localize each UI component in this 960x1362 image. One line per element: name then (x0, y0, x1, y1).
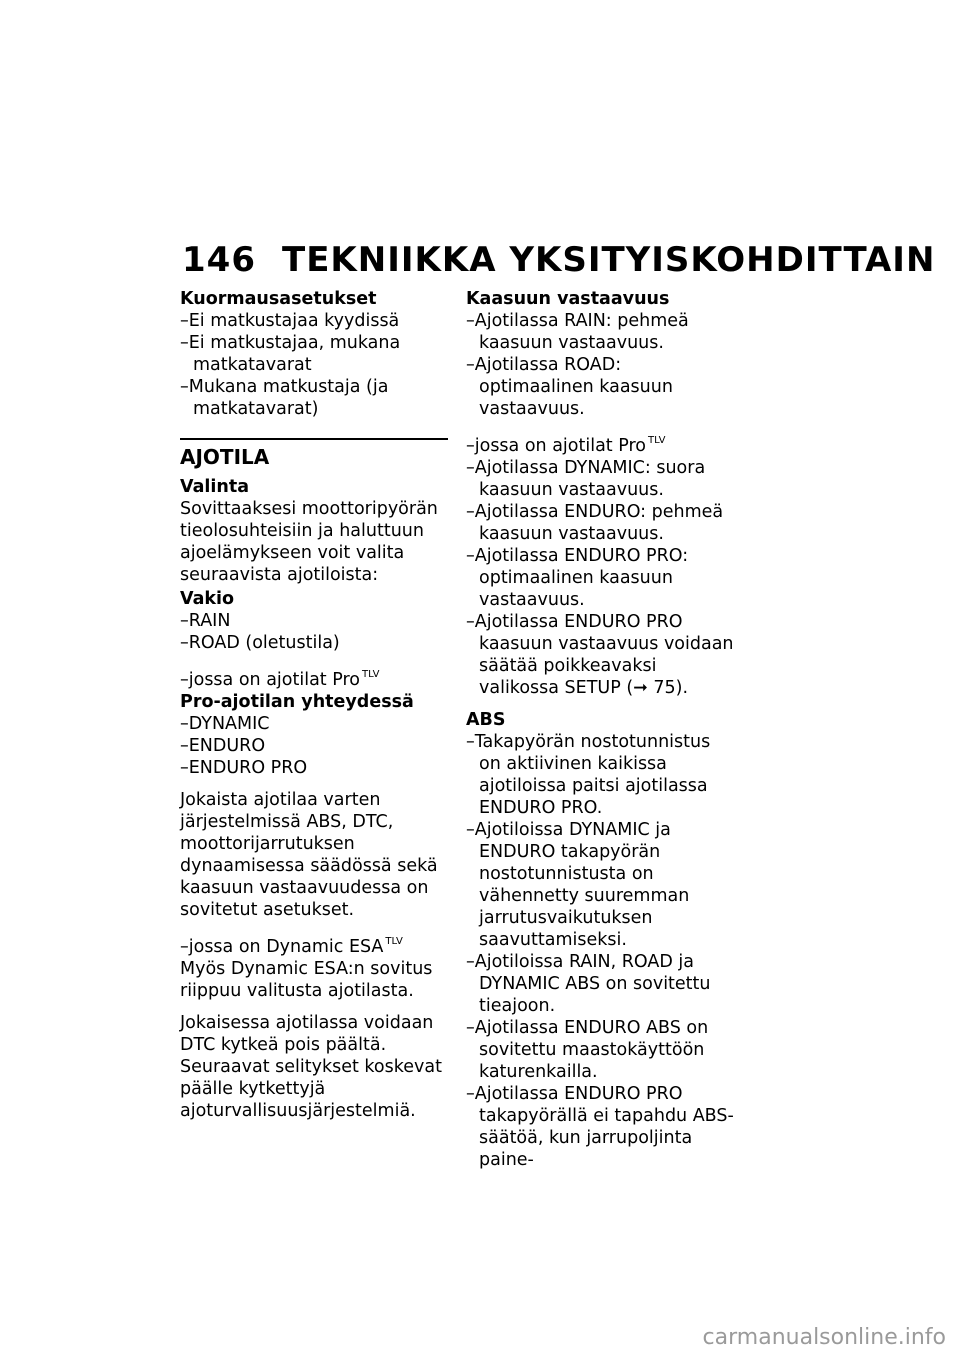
section-divider (180, 438, 448, 440)
left-column (180, 288, 450, 1132)
list-item: –RAIN (180, 611, 231, 631)
abs-list (466, 731, 736, 1171)
list-item: –Ajotilassa ENDURO PRO takapyörällä ei tapahdu ABS-säätöä, kun jarrupoljinta paine- (466, 1084, 734, 1170)
list-item: –Ajotilassa DYNAMIC: suora kaasuun vastaavuus. (466, 458, 706, 500)
esa-text: Myös Dynamic ESA:n sovitus riippuu valitusta ajotilasta. (180, 959, 433, 1001)
selection-heading: Valinta (180, 477, 250, 497)
list-item: –Ajotilassa ENDURO PRO: optimaalinen kaasuun vastaavuus. (466, 546, 689, 610)
standard-heading: Vakio (180, 589, 235, 609)
esa-note-text: –jossa on Dynamic ESA (180, 937, 384, 957)
pro-note (180, 664, 450, 691)
list-item: –Ei matkustajaa, mukana matkatavarat (180, 333, 401, 375)
watermark: carmanualsonline.info (702, 1325, 946, 1350)
selection-text: Sovittaaksesi moottoripyörän tieolosuhteisiin ja haluttuun ajoelämykseen voit valita seuraavista ajotiloista: (180, 499, 438, 585)
standard-modes-list (180, 610, 450, 654)
list-item: –ROAD (oletustila) (180, 633, 340, 653)
load-settings-heading: Kuormausasetukset (180, 289, 377, 309)
tlv-superscript: TLV (385, 936, 403, 947)
paragraph: Jokaista ajotilaa varten järjestelmissä ABS, DTC, moottorijarrutuksen dynaamisessa säädössä sekä kaasuun vastaavuudessa on sovitetut asetukset. (180, 790, 438, 920)
pro-heading: Pro-ajotilan yhteydessä (180, 692, 414, 712)
list-item: –Ajotilassa ENDURO PRO kaasuun vastaavuus voidaan säätää poikkeavaksi valikossa SETUP (➞ 75). (466, 612, 734, 698)
esa-note (180, 931, 450, 958)
list-item: –ENDURO (180, 736, 266, 756)
list-item: –Ajotilassa RAIN: pehmeä kaasuun vastaavuus. (466, 311, 689, 353)
list-item: –DYNAMIC (180, 714, 270, 734)
list-item: –Ajotilassa ENDURO: pehmeä kaasuun vastaavuus. (466, 502, 724, 544)
pro-modes-list (180, 713, 450, 779)
section-title: AJOTILA (180, 445, 270, 469)
list-item: –Ei matkustajaa kyydissä (180, 311, 400, 331)
pro-note-text: –jossa on ajotilat Pro (180, 670, 360, 690)
throttle-heading: Kaasuun vastaavuus (466, 289, 670, 309)
list-item: –Ajotilassa ENDURO ABS on sovitettu maastokäyttöön katurenkailla. (466, 1018, 709, 1082)
right-column (466, 288, 736, 1181)
list-item: –ENDURO PRO (180, 758, 308, 778)
list-item: –Ajotiloissa DYNAMIC ja ENDURO takapyörän nostotunnistusta on vähennetty suuremman jarrutusvaikutuksen saavuttamiseksi. (466, 820, 690, 950)
chapter-title: TEKNIIKKA YKSITYISKOHDITTAIN (282, 240, 936, 280)
throttle-pro-list (466, 457, 736, 699)
page-header (182, 240, 935, 280)
abs-heading: ABS (466, 710, 506, 730)
list-item: –Ajotilassa ROAD: optimaalinen kaasuun vastaavuus. (466, 355, 673, 419)
pro-note (466, 430, 736, 457)
page-number: 146 (182, 240, 256, 280)
list-item: –Ajotiloissa RAIN, ROAD ja DYNAMIC ABS on sovitettu tieajoon. (466, 952, 711, 1016)
load-settings-list (180, 310, 450, 420)
pro-note-text: –jossa on ajotilat Pro (466, 436, 646, 456)
tlv-superscript: TLV (362, 669, 380, 680)
paragraph: Jokaisessa ajotilassa voidaan DTC kytkeä pois päältä. Seuraavat selitykset koskevat päälle kytkettyjä ajoturvallisuusjärjestelmiä. (180, 1013, 442, 1121)
list-item: –Takapyörän nostotunnistus on aktiivinen kaikissa ajotiloissa paitsi ajotilassa ENDURO PRO. (466, 732, 711, 818)
tlv-superscript: TLV (648, 435, 666, 446)
list-item: –Mukana matkustaja (ja matkatavarat) (180, 377, 389, 419)
throttle-list (466, 310, 736, 420)
